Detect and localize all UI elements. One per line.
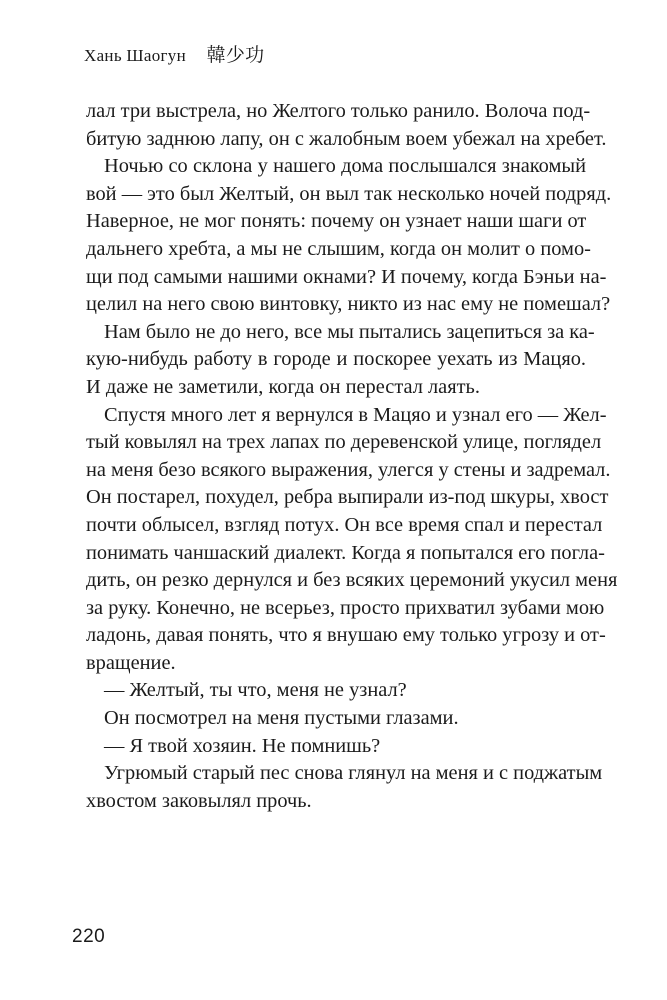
text-line: Ночью со склона у нашего дома послышался знакомый (104, 155, 586, 178)
text-line: И даже не заметили, когда он перестал лаять. (86, 375, 480, 398)
text-line: за руку. Конечно, не всерьез, просто прихватил зубами мою (86, 596, 605, 619)
text-line: Наверное, не мог понять: почему он узнает наши шаги от (86, 210, 587, 233)
text-line: целил на него свою винтовку, никто из нас ему не помешал? (86, 293, 611, 316)
text-line: дальнего хребта, а мы не слышим, когда он молит о помо- (86, 237, 591, 260)
text-line: Спустя много лет я вернулся в Мацяо и узнал его — Жел- (104, 403, 607, 426)
text-line: ладонь, давая понять, что я внушаю ему только угрозу и от- (86, 624, 606, 647)
text-line: понимать чаншаский диалект. Когда я попытался его погла- (86, 541, 605, 564)
author-name: Хань Шаогун (84, 46, 186, 65)
text-line: хвостом заковылял прочь. (86, 789, 312, 812)
text-line: вой — это был Желтый, он выл так несколько ночей подряд. (86, 182, 612, 205)
text-line: Угрюмый старый пес снова глянул на меня и с поджатым (104, 762, 603, 785)
text-line: Он посмотрел на меня пустыми глазами. (104, 707, 459, 730)
text-line: лал три выстрела, но Желтого только ранило. Волоча под- (86, 100, 591, 122)
body-text (86, 98, 618, 815)
text-line: Он постарел, похудел, ребра выпирали из-под шкуры, хвост (86, 486, 609, 509)
text-line: битую заднюю лапу, он с жалобным воем убежал на хребет. (86, 127, 607, 150)
page-number: 220 (72, 926, 106, 947)
text-line: тый ковылял на трех лапах по деревенской улице, поглядел (86, 431, 602, 454)
author-name-cjk: 韓少功 (206, 44, 265, 66)
text-line: кую-нибудь работу в городе и поскорее уехать из Мацяо. (86, 348, 586, 371)
text-line: на меня безо всякого выражения, улегся у стены и задремал. (86, 458, 611, 481)
text-line: вращение. (86, 651, 176, 674)
text-line: щи под самыми нашими окнами? И почему, когда Бэньи на- (86, 265, 607, 288)
text-line: — Желтый, ты что, меня не узнал? (104, 679, 407, 702)
text-line: — Я твой хозяин. Не помнишь? (104, 734, 381, 757)
text-line: Нам было не до него, все мы пытались зацепиться за ка- (104, 320, 595, 343)
running-head (84, 40, 264, 67)
text-line: почти облысел, взгляд потух. Он все время спал и перестал (86, 513, 603, 536)
text-line: дить, он резко дернулся и без всяких церемоний укусил меня (86, 569, 618, 592)
